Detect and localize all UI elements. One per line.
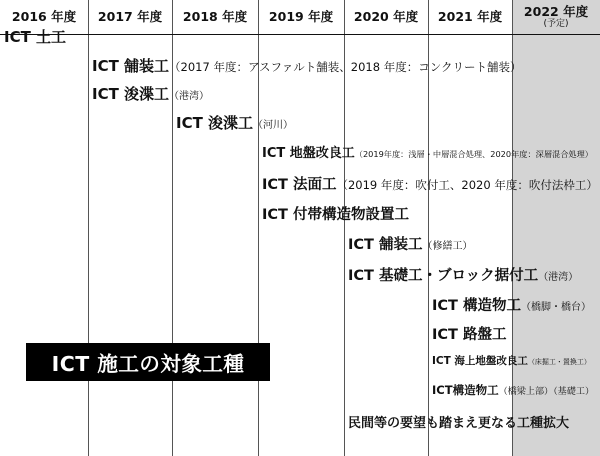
year-header-2019: 2019 年度 xyxy=(268,9,334,24)
row-label-ict-ground-improvement: ICT 地盤改良工（2019年度：浅層・中層混合処理、2020年度：深層混合処理） xyxy=(262,146,593,161)
header-divider xyxy=(0,34,600,35)
row-label-ict-paving-repair: ICT 舗装工（修繕工） xyxy=(348,237,473,253)
row-label-further-expansion: 民間等の要望も踏まえ更なる工種拡大 xyxy=(348,416,570,431)
row-label-ict-roadbed: ICT 路盤工 xyxy=(432,327,507,343)
row-label-ict-marine-ground-improvement: ICT 海上地盤改良工（床掘工・置換工） xyxy=(432,355,591,367)
year-note-planned: (予定) xyxy=(543,19,569,29)
row-label-ict-slope-work: ICT 法面工（2019 年度：吹付工、2020 年度：吹付法枠工） xyxy=(262,177,598,193)
year-header-2016: 2016 年度 xyxy=(11,9,77,24)
row-label-ict-earthwork: ICT 土工 xyxy=(4,28,67,46)
target-work-types-badge: ICT 施工の対象工種 xyxy=(26,343,270,381)
year-header-2017: 2017 年度 xyxy=(97,9,163,24)
row-label-ict-foundation-block: ICT 基礎工・ブロック据付工（港湾） xyxy=(348,268,579,284)
year-header-2018: 2018 年度 xyxy=(182,9,248,24)
year-header-2022: 2022 年度 (予定) xyxy=(523,4,589,29)
row-label-ict-paving: ICT 舗装工（2017 年度：アスファルト舗装、2018 年度：コンクリート舗装） xyxy=(92,57,522,75)
row-label-ict-dredging-port: ICT 浚渫工（港湾） xyxy=(92,85,210,103)
row-label-ict-dredging-river: ICT 浚渫工（河川） xyxy=(176,114,294,132)
year-header-2021: 2021 年度 xyxy=(437,9,503,24)
row-label-ict-ancillary-structures: ICT 付帯構造物設置工 xyxy=(262,207,409,223)
year-header-2020: 2020 年度 xyxy=(353,9,419,24)
row-label-ict-structures-pier: ICT 構造物工（橋脚・橋台） xyxy=(432,298,591,314)
row-label-ict-structures-bridge: ICT構造物工（橋梁上部）（基礎工） xyxy=(432,383,595,397)
year-gridline xyxy=(88,0,89,456)
